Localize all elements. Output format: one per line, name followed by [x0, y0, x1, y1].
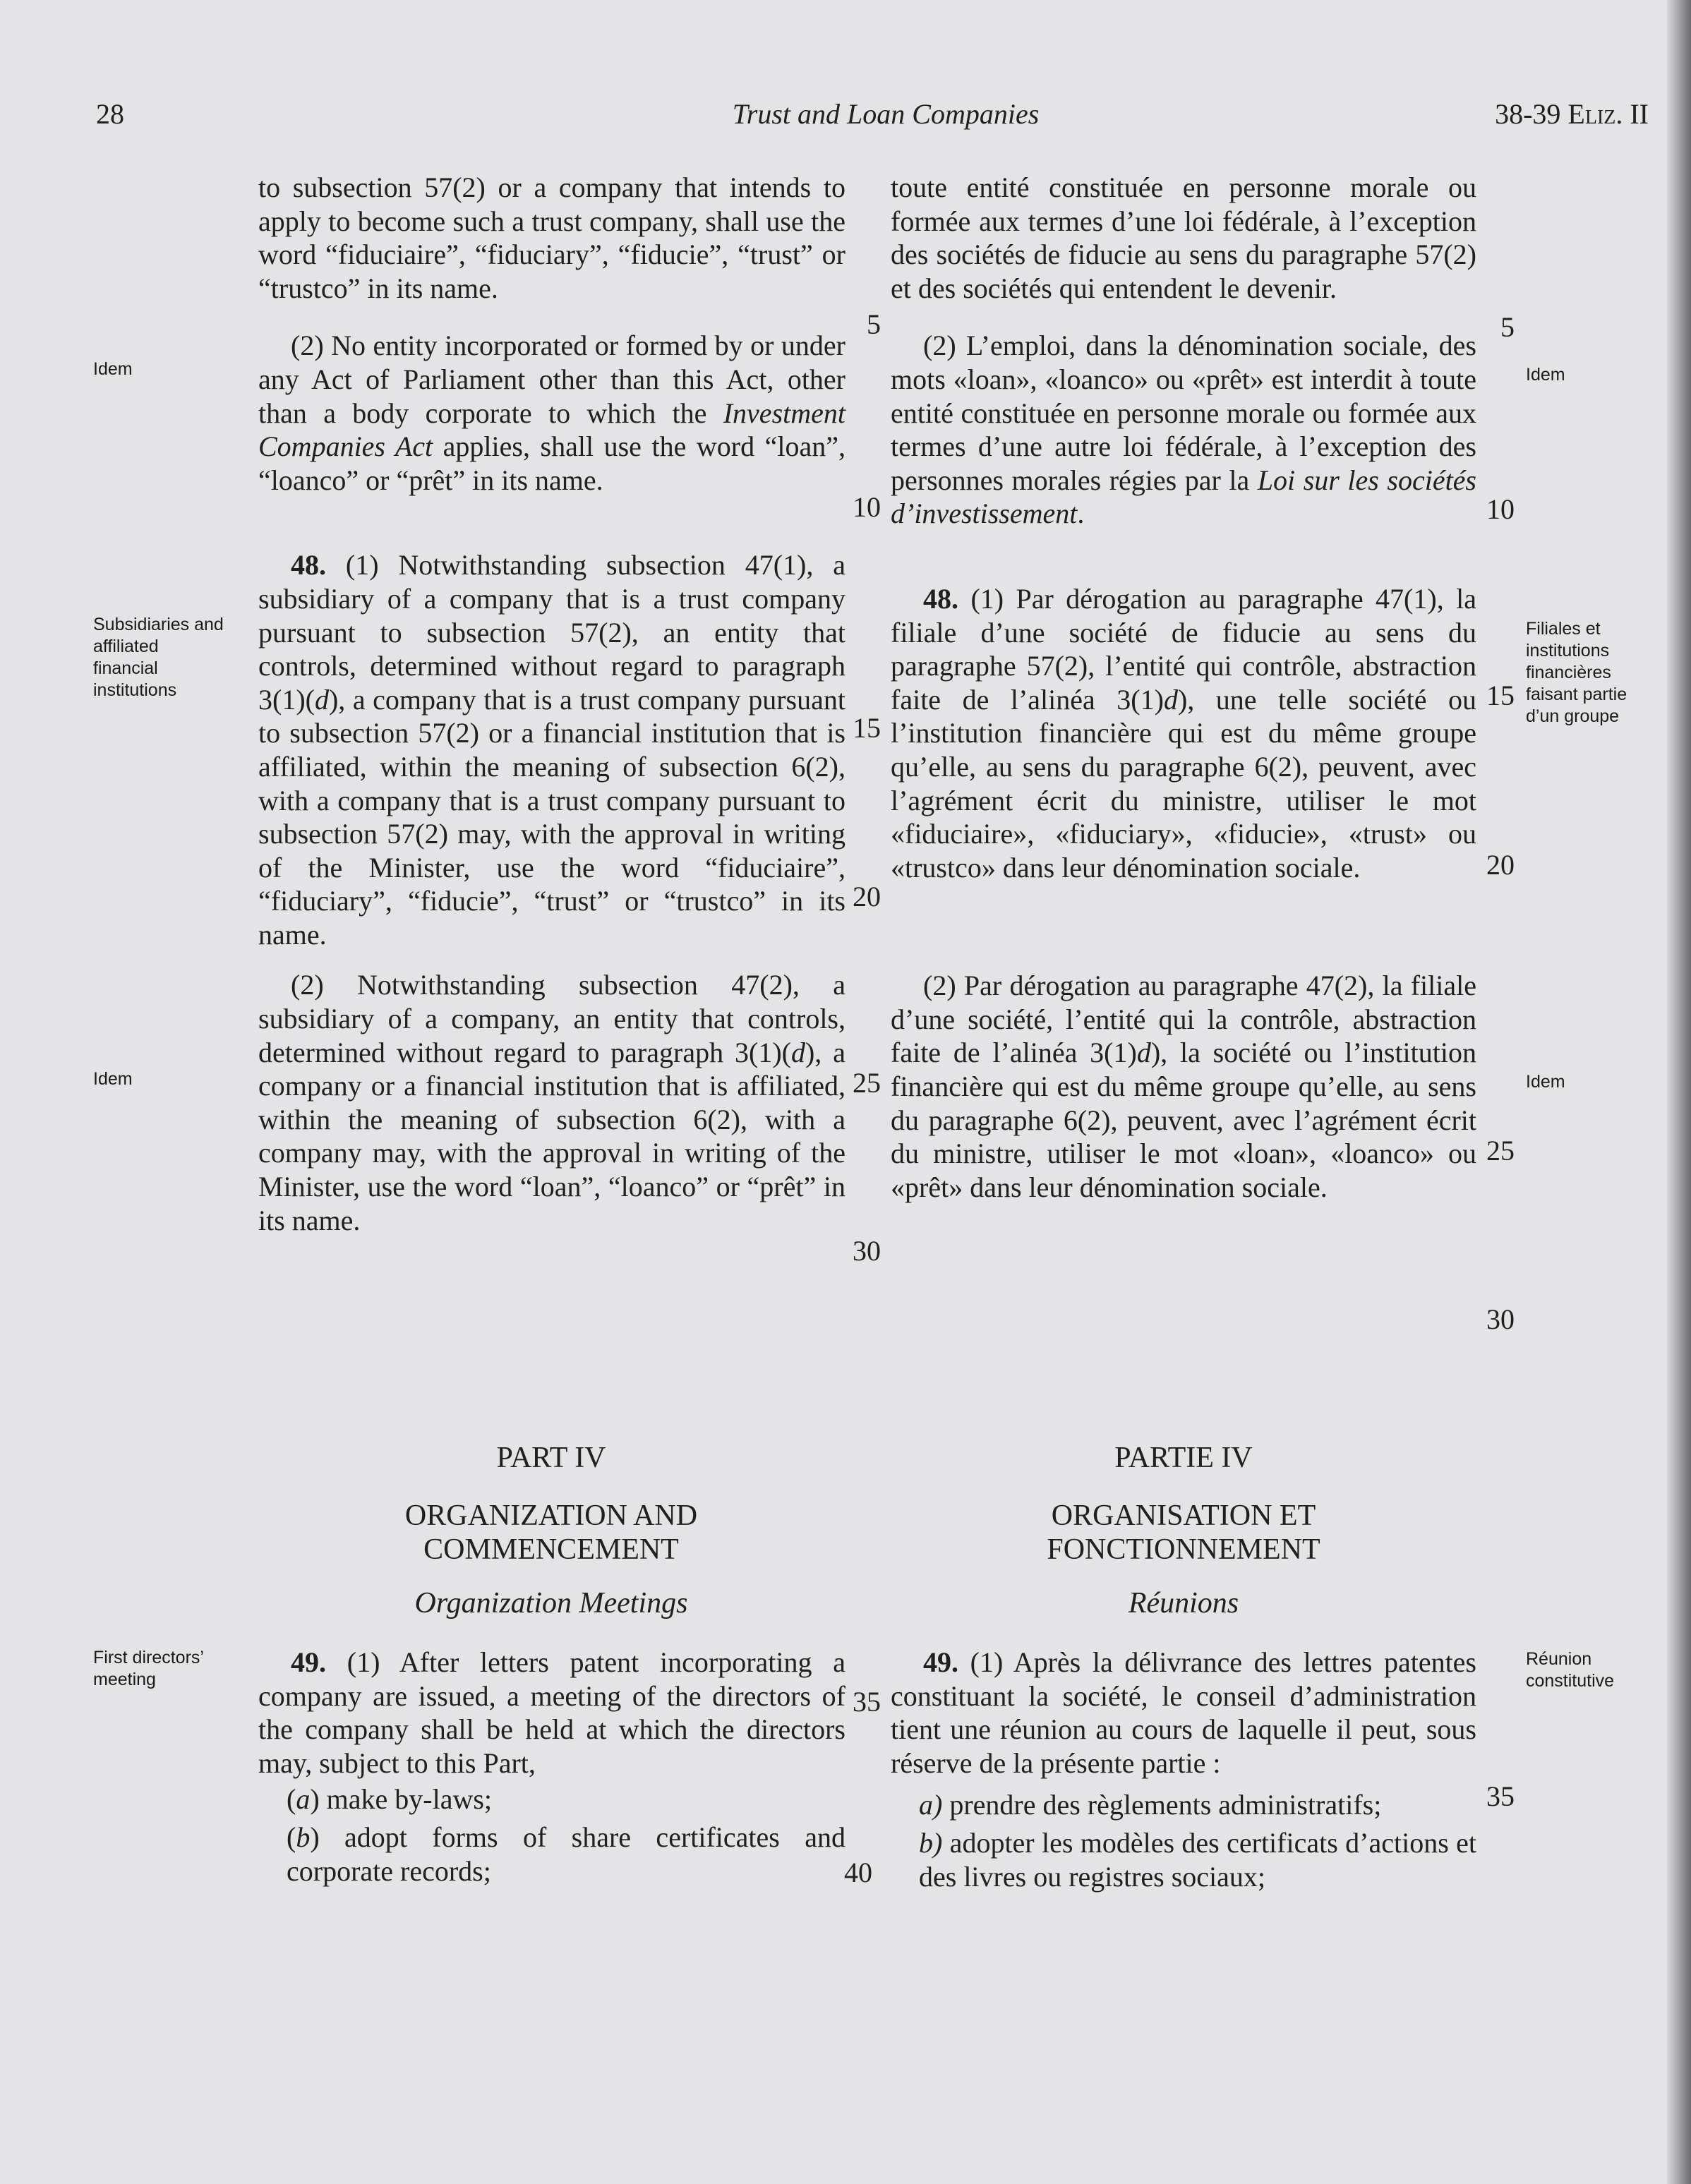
- fr-part-title-1: ORGANISATION ET: [1051, 1500, 1316, 1532]
- english-text-lower: [258, 1646, 846, 1888]
- en-line-number: 10: [853, 491, 881, 523]
- en-section-48-1: 48. (1) Notwithstanding subsection 47(1), a subsidiary of a company that is a trust company pursuant to subsection 57(2), an entity that controls, determined without regard to paragraph 3(1)(d), a company that is a trust company pursuant to subsection 57(2) or a financial institution that is affiliated, within the meaning of subsection 6(2), with a company that is a trust company pursuant to subsection 57(2) may, with the approval in writing of the Minister, use the word “fiduciaire”, “fiduciary”, “fiducie”, “trust” or “trustco” in its name.: [258, 549, 846, 951]
- en-line-number: 20: [853, 881, 881, 912]
- fr-item-b: b) adopter les modèles des certificats d’actions et des livres ou registres sociaux;: [919, 1826, 1476, 1893]
- en-subheading: Organization Meetings: [414, 1587, 688, 1619]
- margin-note-idem-fr-1: Idem: [1526, 365, 1565, 385]
- page-number: 28: [96, 98, 124, 130]
- margin-note-filiales: Filiales et institutions financières faisant partie d’un groupe: [1526, 619, 1627, 726]
- fr-section-49-1: 49. (1) Après la délivrance des lettres patentes constituant la société, le conseil d’administration tient une réunion au cours de laquelle il peut, sous réserve de la présente partie :: [891, 1646, 1476, 1779]
- fr-line-number: 25: [1486, 1135, 1515, 1166]
- french-text-upper: [891, 171, 1476, 1204]
- en-paragraph-1: to subsection 57(2) or a company that intends to apply to become such a trust company, shall use the word “fiduciaire”, “fiduciary”, “fiducie”, “trust” or “trustco” in its name.: [258, 171, 846, 304]
- fr-part-title-2: FONCTIONNEMENT: [1047, 1533, 1320, 1566]
- margin-note-idem-2: Idem: [93, 1069, 133, 1089]
- fr-section-48-2: (2) Par dérogation au paragraphe 47(2), la filiale d’une société, l’entité qui la contrôle, abstraction faite de l’alinéa 3(1)d), la société ou l’institution financière qui est du même groupe qu’elle, au sens du paragraphe 6(2), peuvent, avec l’agrément écrit du ministre, utiliser le mot «loan», «loanco» ou «prêt» dans leur dénomination sociale.: [891, 970, 1477, 1203]
- regnal-year: [1495, 97, 1649, 131]
- fr-paragraph-2: (2) L’emploi, dans la dénomination sociale, des mots «loan», «loanco» ou «prêt» est interdit à toute entité constituée en personne morale ou formée aux termes d’une autre loi fédérale, à l’exception des personnes morales régies par la Loi sur les sociétés d’investissement.: [891, 330, 1477, 530]
- margin-note-idem-1: Idem: [93, 359, 133, 379]
- fr-line-number: 15: [1486, 680, 1515, 711]
- en-line-number: 35: [853, 1686, 881, 1718]
- margin-note-subsidiaries: Subsidiaries and affiliated financial institutions: [93, 615, 224, 700]
- en-item-b: (b) adopt forms of share certificates and corporate records;: [287, 1821, 846, 1887]
- en-paragraph-2: (2) No entity incorporated or formed by or under any Act of Parliament other than this Act, other than a body corporate to which the Investment Companies Act applies, shall use the word “loan”, “loanco” or “prêt” in its name.: [258, 330, 846, 496]
- regnal-small-caps: Eliz.: [1567, 98, 1623, 130]
- en-section-49-1: 49. (1) After letters patent incorporating a company are issued, a meeting of the directors of the company shall be held at which the directors may, subject to this Part,: [258, 1646, 846, 1779]
- en-line-number: 15: [853, 712, 881, 744]
- en-part-title-2: COMMENCEMENT: [423, 1533, 679, 1566]
- fr-line-number: 20: [1486, 849, 1515, 881]
- french-text-lower: [891, 1646, 1476, 1893]
- margin-note-first-directors: First directors’ meeting: [93, 1648, 204, 1689]
- fr-item-a: a) prendre des règlements administratifs;: [919, 1789, 1382, 1821]
- fr-line-number: 30: [1486, 1303, 1515, 1335]
- en-item-a: (a) make by-laws;: [287, 1783, 493, 1816]
- fr-subheading: Réunions: [1128, 1587, 1239, 1619]
- margin-note-idem-fr-2: Idem: [1526, 1072, 1565, 1092]
- fr-line-number: 35: [1486, 1780, 1515, 1812]
- running-title: Trust and Loan Companies: [732, 98, 1040, 130]
- fr-line-number: 10: [1486, 493, 1515, 525]
- fr-section-48-1: 48. (1) Par dérogation au paragraphe 47(1), la filiale d’une société de fiducie au sens du paragraphe 57(2), l’entité qui contrôle, abstraction faite de l’alinéa 3(1)d), une telle société ou l’institution financière qui est du même groupe qu’elle, au sens du paragraphe 6(2), peuvent, avec l’agrément écrit du ministre, utiliser le mot «fiduciaire», «fiduciary», «fiducie», «trust» ou «trustco» dans leur dénomination sociale.: [891, 582, 1476, 883]
- en-part-number: PART IV: [496, 1442, 606, 1474]
- page-edge-shadow: [1667, 0, 1691, 2184]
- regnal-prefix: 38-39: [1495, 98, 1568, 130]
- fr-part-number: PARTIE IV: [1114, 1442, 1253, 1474]
- en-line-number: 25: [853, 1067, 881, 1099]
- fr-line-number: 5: [1500, 311, 1515, 343]
- en-line-number: 30: [853, 1235, 881, 1267]
- margin-note-reunion: Réunion constitutive: [1526, 1649, 1615, 1691]
- english-text-upper: [258, 171, 846, 1237]
- en-section-48-2: (2) Notwithstanding subsection 47(2), a subsidiary of a company, an entity that controls, determined without regard to paragraph 3(1)(d), a company or a financial institution that is affiliated, within the meaning of subsection 6(2), with a company may, with the approval in writing of the Minister, use the word “loan”, “loanco” or “prêt” in its name.: [258, 969, 846, 1236]
- regnal-suffix: II: [1623, 98, 1649, 130]
- fr-part-heading: [961, 1441, 1406, 1620]
- fr-paragraph-1: toute entité constituée en personne morale ou formée aux termes d’une loi fédérale, à l’exception des sociétés de fiducie au sens du paragraphe 57(2) et des sociétés qui entendent le devenir.: [891, 171, 1476, 304]
- en-part-heading: [329, 1441, 774, 1620]
- en-part-title-1: ORGANIZATION AND: [404, 1500, 698, 1532]
- en-line-number: 40: [844, 1857, 872, 1888]
- en-line-number: 5: [867, 308, 881, 340]
